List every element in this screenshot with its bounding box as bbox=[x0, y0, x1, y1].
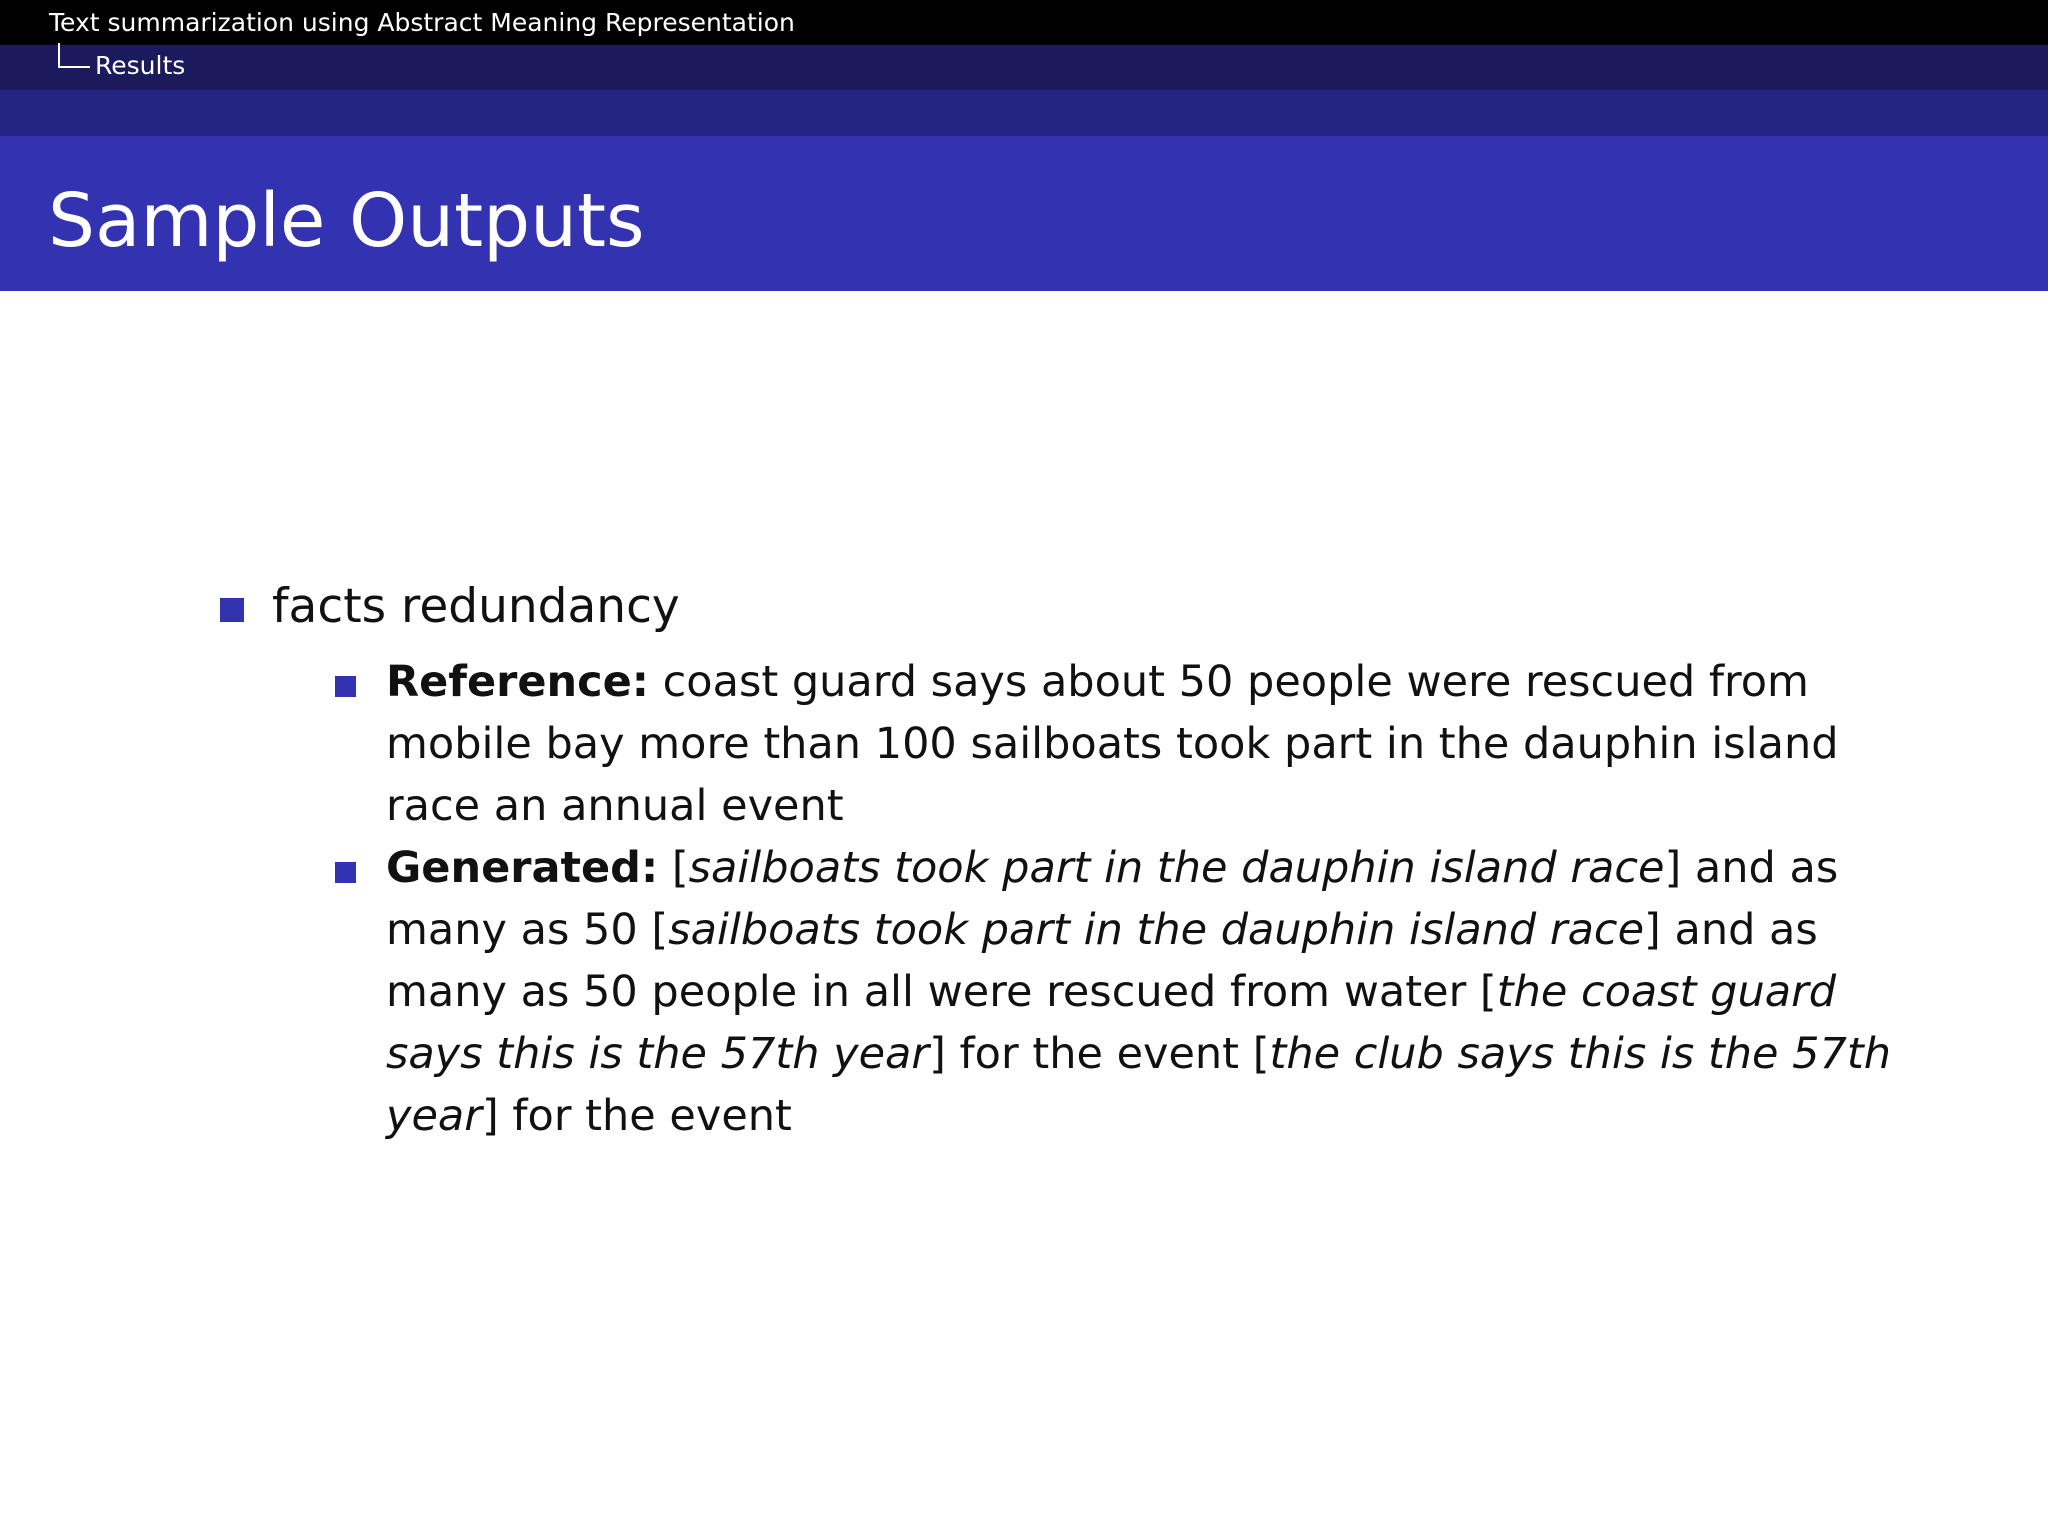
section-label: Results bbox=[95, 51, 186, 80]
presentation-title: Text summarization using Abstract Meaning Representation bbox=[49, 8, 795, 37]
generated-text: ] and as bbox=[1644, 905, 1818, 955]
generated-italic-phrase: says this is the 57th year bbox=[386, 1029, 930, 1079]
generated-line-5 bbox=[386, 1085, 792, 1147]
generated-italic-phrase: year bbox=[386, 1091, 482, 1141]
generated-text: many as 50 people in all were rescued from water [ bbox=[386, 967, 1497, 1017]
generated-text: many as 50 [ bbox=[386, 905, 669, 955]
bullet-square-icon bbox=[220, 598, 244, 622]
slide-title: Sample Outputs bbox=[48, 178, 645, 264]
generated-line-4 bbox=[386, 1023, 1891, 1085]
generated-text: ] and as bbox=[1664, 843, 1839, 893]
generated-italic-phrase: sailboats took part in the dauphin island race bbox=[668, 905, 1645, 955]
reference-line-1 bbox=[386, 651, 1809, 713]
bullet-square-icon bbox=[335, 862, 356, 883]
generated-text: ] for the event [ bbox=[929, 1029, 1270, 1079]
header-subsection-band bbox=[0, 90, 2048, 136]
generated-italic-phrase: sailboats took part in the dauphin island race bbox=[688, 843, 1665, 893]
header-section-band bbox=[0, 45, 2048, 90]
generated-line-1 bbox=[386, 837, 1838, 899]
reference-label: Reference: bbox=[386, 657, 649, 707]
bullet-square-icon bbox=[335, 676, 356, 697]
generated-label: Generated: bbox=[386, 843, 659, 893]
generated-line-3 bbox=[386, 961, 1836, 1023]
reference-line-3: race an annual event bbox=[386, 781, 844, 831]
tree-connector-icon bbox=[58, 43, 90, 68]
reference-text: coast guard says about 50 people were rescued from bbox=[662, 657, 1809, 707]
generated-line-2 bbox=[386, 899, 1818, 961]
bullet-facts-redundancy: facts redundancy bbox=[272, 579, 680, 634]
reference-line-2: mobile bay more than 100 sailboats took part in the dauphin island bbox=[386, 719, 1839, 769]
generated-italic-phrase: the club says this is the 57th bbox=[1269, 1029, 1892, 1079]
bracket-open: [ bbox=[671, 843, 689, 893]
generated-text: ] for the event bbox=[481, 1091, 792, 1141]
generated-italic-phrase: the coast guard bbox=[1496, 967, 1837, 1017]
